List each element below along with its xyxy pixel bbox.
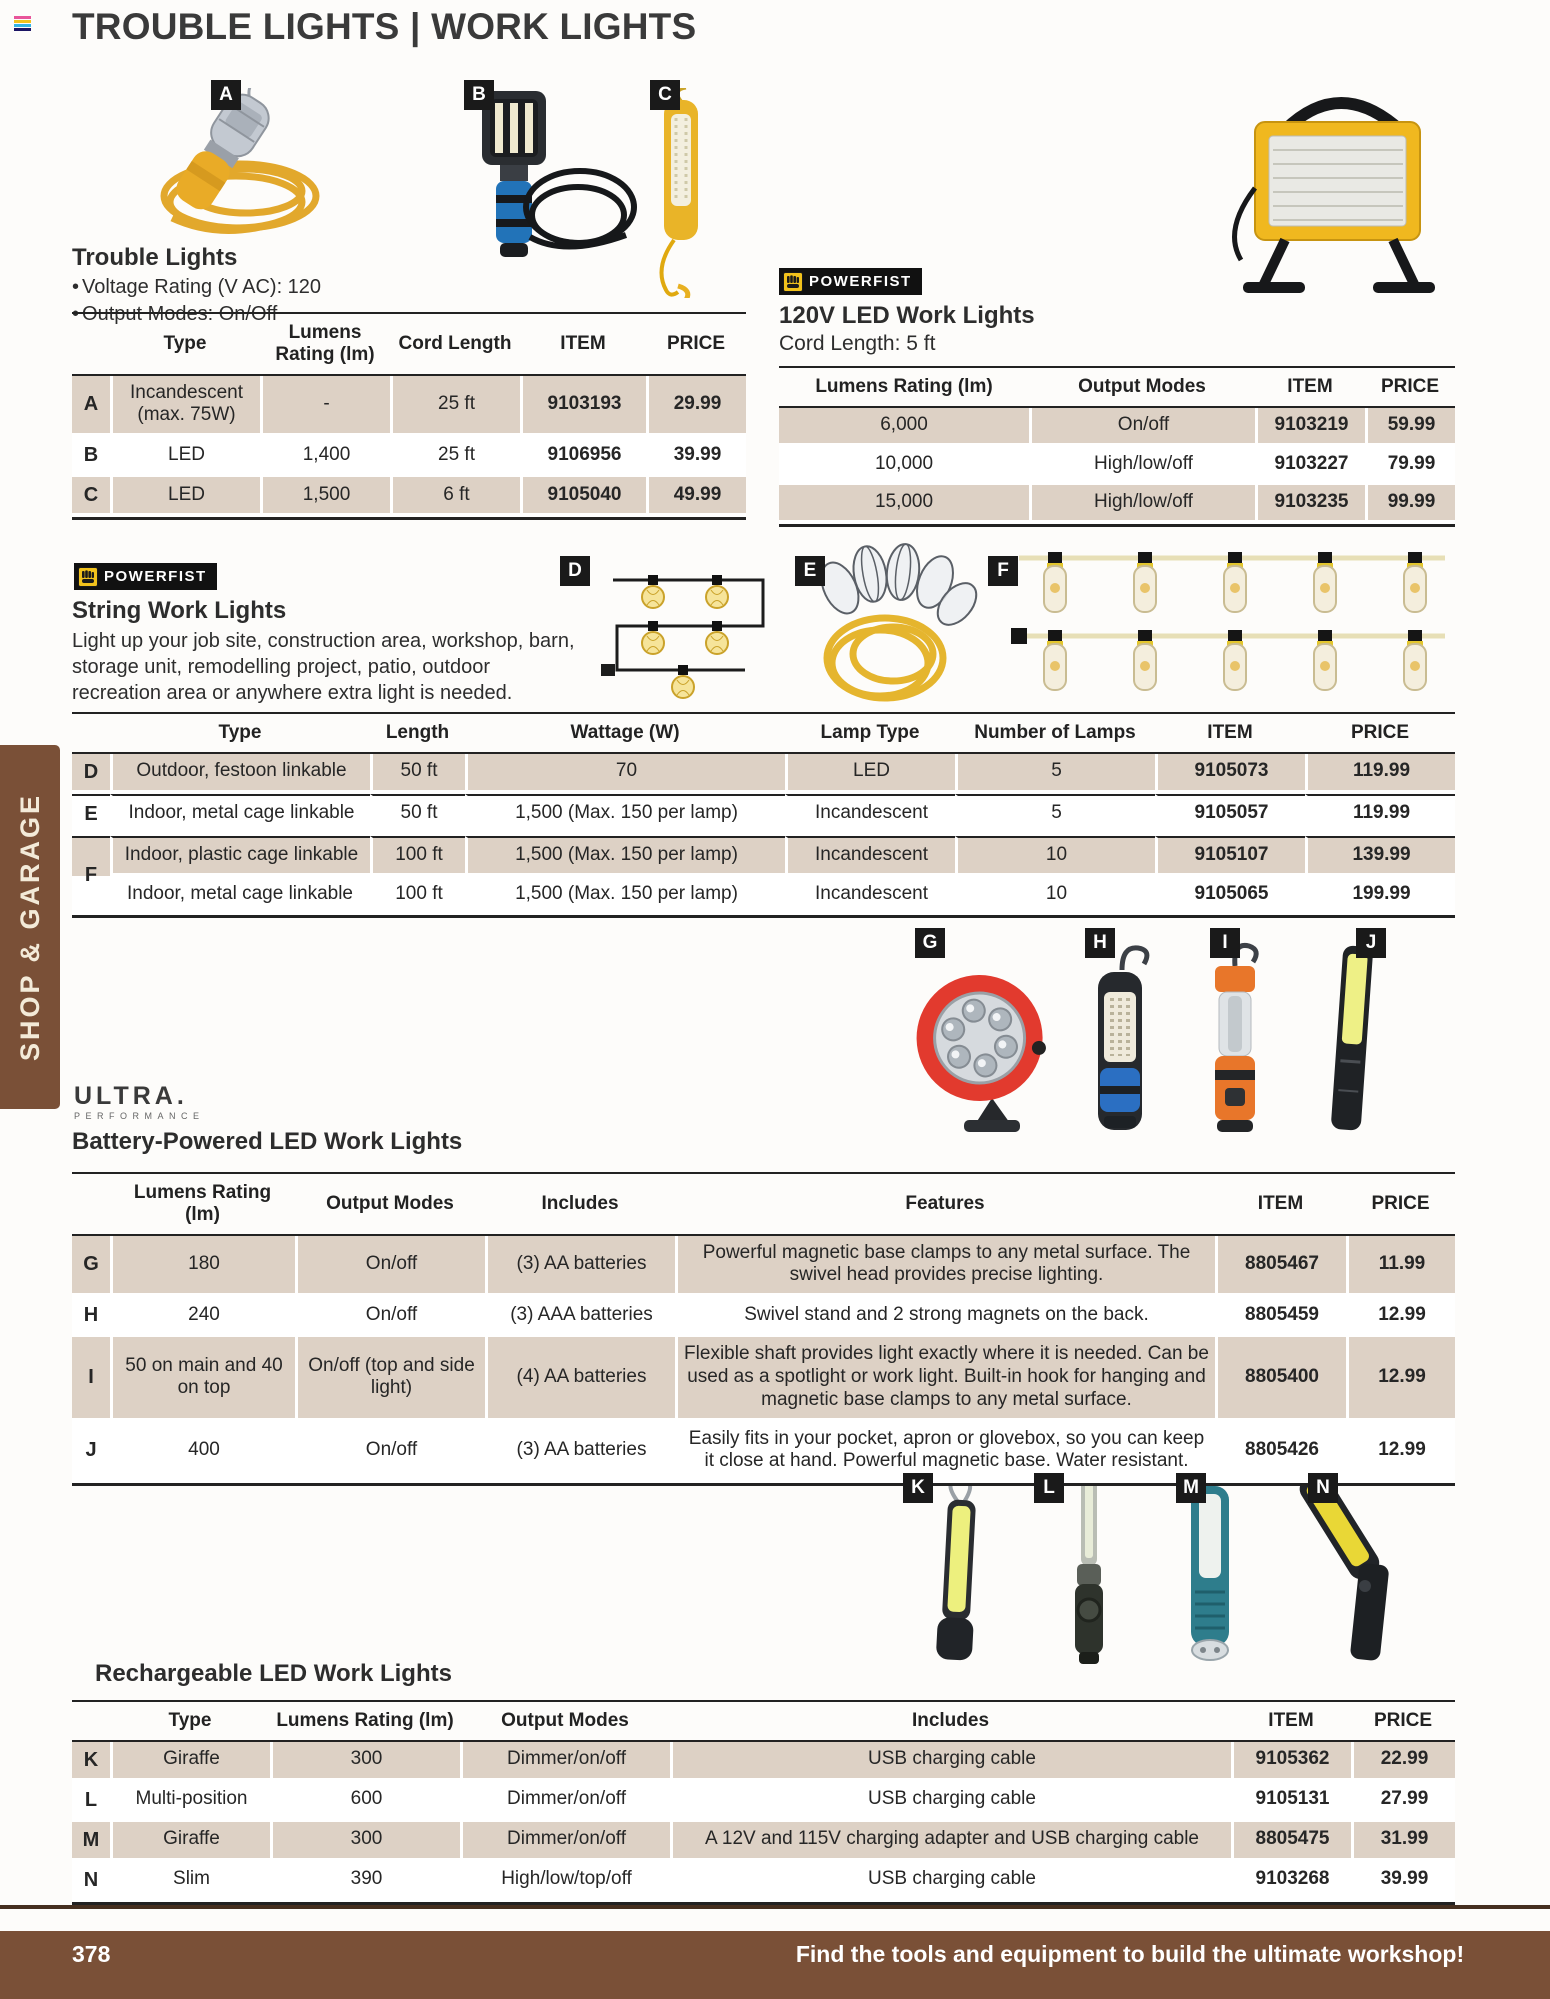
column-header: Features [675,1174,1215,1236]
table-cell: 11.99 [1346,1236,1455,1298]
table-cell: (4) AA batteries [485,1337,675,1421]
table-row [779,408,1455,447]
powerfist-fist-icon [783,272,803,292]
table-cell: High/low/off [1029,485,1255,524]
product-image-slim-teal-rechargeable-light [1155,1468,1265,1668]
ultra-performance-logo [74,1084,205,1121]
product-label-i: I [1210,928,1240,958]
table-cell: 10 [955,877,1155,916]
table-cell: Easily fits in your pocket, apron or glovebox, so you can keep it close at hand. Powerful magnetic base. Water resistant. [675,1422,1215,1484]
table-cell: 390 [270,1862,460,1902]
table-cell: LED [110,437,260,477]
table-cell: 25 ft [390,437,520,477]
table-row [72,1337,1455,1421]
table-cell: Swivel stand and 2 strong magnets on the back. [675,1297,1215,1337]
table-cell: 9105040 [520,477,646,517]
table-cell: - [260,376,390,438]
table-row [779,447,1455,486]
table-cell: 1,500 (Max. 150 per lamp) [465,794,785,836]
powerfist-logo [779,268,922,295]
table-cell: 25 ft [390,376,520,438]
table-cell: 50 ft [370,794,465,836]
row-letter-cell: E [72,794,110,836]
table-row [72,1742,1455,1782]
product-label-m: M [1176,1473,1206,1503]
table-row [72,794,1455,836]
rechargeable-lights-heading: Rechargeable LED Work Lights [95,1660,452,1687]
product-label-c: C [650,80,680,110]
table-cell: 119.99 [1305,754,1455,794]
table-cell: 9105107 [1155,836,1305,877]
row-letter-cell: D [72,754,110,794]
table-cell: 27.99 [1351,1782,1455,1822]
column-header: Number of Lamps [955,714,1155,754]
table-cell: High/low/top/off [460,1862,670,1902]
table-row [72,877,1455,916]
table-cell: 600 [270,1782,460,1822]
footer-slogan: Find the tools and equipment to build the ultimate workshop! [795,1941,1465,1967]
column-header [72,1702,110,1742]
table-cell: (3) AA batteries [485,1236,675,1298]
table-cell: 5 [955,754,1155,794]
table-cell: 9103235 [1255,485,1365,524]
column-header: Type [110,314,260,376]
product-image-round-magnetic-led-light [900,960,1065,1135]
table-cell: 22.99 [1351,1742,1455,1782]
string-lights-description: Light up your job site, construction area, workshop, barn, storage unit, remodelling project, patio, outdoor recreation area or anywhere extra light is needed. [72,630,575,704]
table-cell: 12.99 [1346,1422,1455,1484]
table-cell: 79.99 [1365,447,1455,486]
product-image-led-trouble-light [430,85,645,270]
column-header: Length [370,714,465,754]
table-row [72,1236,1455,1298]
product-label-k: K [903,1473,933,1503]
product-label-l: L [1034,1473,1064,1503]
column-header: PRICE [1351,1702,1455,1742]
string-lights-table [72,712,1455,918]
table-cell: Indoor, plastic cage linkable [110,836,370,877]
table-cell: 180 [110,1236,295,1298]
column-header: Lumens Rating (lm) [260,314,390,376]
table-cell: Dimmer/on/off [460,1782,670,1822]
product-image-120v-led-flood-work-light [1215,70,1465,310]
table-cell: On/off [1029,408,1255,447]
row-letter-cell: H [72,1297,110,1337]
table-cell: 50 ft [370,754,465,794]
row-letter-cell: A [72,376,110,438]
column-header: ITEM [1155,714,1305,754]
table-cell: 400 [110,1422,295,1484]
table-row [72,1782,1455,1822]
product-label-f: F [988,556,1018,586]
table-cell: 8805426 [1215,1422,1346,1484]
powerfist-fist-icon [78,567,98,587]
spec-output-modes: • Output Modes: On/Off [72,301,321,328]
spec-voltage: • Voltage Rating (V AC): 120 [72,274,321,301]
table-cell: 9103268 [1231,1862,1351,1902]
product-image-pocket-cob-pen-light [1305,938,1400,1138]
column-header: PRICE [1305,714,1455,754]
table-cell: Slim [110,1862,270,1902]
column-header: Includes [670,1702,1231,1742]
trouble-lights-heading: Trouble Lights [72,244,238,271]
table-cell: 39.99 [646,437,746,477]
sidebar-tab-label: SHOP & GARAGE [14,792,45,1062]
footer-divider [0,1905,1550,1909]
product-image-giraffe-rechargeable-light [900,1478,1015,1663]
column-header: Type [110,714,370,754]
product-label-e: E [795,556,825,586]
table-cell: 9105362 [1231,1742,1351,1782]
table-cell: 9105073 [1155,754,1305,794]
column-header: Type [110,1702,270,1742]
table-cell: Multi-position [110,1782,270,1822]
product-image-handheld-led-light-blue [1070,940,1170,1140]
table-cell: Indoor, metal cage linkable [110,794,370,836]
product-image-festoon-string-lights [595,552,785,707]
table-cell: 8805459 [1215,1297,1346,1337]
table-cell: 6 ft [390,477,520,517]
table-cell: Incandescent [785,877,955,916]
powerfist-logo-2 [74,563,217,590]
column-header: ITEM [1215,1174,1346,1236]
table-cell: 10 [955,836,1155,877]
column-header: PRICE [646,314,746,376]
product-label-b: B [464,80,494,110]
table-cell: Indoor, metal cage linkable [110,877,370,916]
table-cell: 9103193 [520,376,646,438]
rechargeable-lights-table [72,1700,1455,1905]
table-cell: 1,400 [260,437,390,477]
table-cell: 119.99 [1305,794,1455,836]
column-header: Cord Length [390,314,520,376]
row-letter-cell: J [72,1422,110,1484]
led120-table-body [779,408,1455,524]
column-header: Output Modes [460,1702,670,1742]
table-cell: 9106956 [520,437,646,477]
product-label-j: J [1356,928,1386,958]
table-cell: 1,500 (Max. 150 per lamp) [465,877,785,916]
powerfist-logo-text: POWERFIST [809,273,912,290]
footer-page-number: 378 [72,1941,111,1967]
product-label-h: H [1085,928,1115,958]
table-cell: Dimmer/on/off [460,1822,670,1862]
table-cell: Incandescent [785,794,955,836]
table-cell: Incandescent [785,836,955,877]
table-row [72,477,746,517]
table-row [72,1822,1455,1862]
table-cell: 199.99 [1305,877,1455,916]
table-cell: 139.99 [1305,836,1455,877]
column-header: ITEM [1231,1702,1351,1742]
table-cell: Dimmer/on/off [460,1742,670,1782]
table-cell: (3) AAA batteries [485,1297,675,1337]
product-label-a: A [211,80,241,110]
battery-lights-table-header [72,1174,1455,1236]
table-cell: LED [785,754,955,794]
table-row [72,1297,1455,1337]
column-header: Includes [485,1174,675,1236]
table-cell: High/low/off [1029,447,1255,486]
table-row [72,437,746,477]
table-cell: 9105131 [1231,1782,1351,1822]
table-cell: 59.99 [1365,408,1455,447]
table-cell: 12.99 [1346,1297,1455,1337]
table-cell: 1,500 (Max. 150 per lamp) [465,836,785,877]
string-lights-table-header [72,714,1455,754]
row-letter-cell: I [72,1337,110,1421]
table-cell: Giraffe [110,1822,270,1862]
table-cell: USB charging cable [670,1742,1231,1782]
battery-lights-table [72,1172,1455,1486]
table-cell: LED [110,477,260,517]
led120-heading: 120V LED Work Lights [779,302,1035,329]
row-letter-cell: G [72,1236,110,1298]
table-cell: 8805475 [1231,1822,1351,1862]
table-row [72,754,1455,794]
trouble-lights-table-header [72,314,746,376]
ultra-logo-subtext: PERFORMANCE [74,1111,205,1121]
table-cell: On/off (top and side light) [295,1337,485,1421]
table-row [72,836,1455,877]
column-header: Lumens Rating (lm) [110,1174,295,1236]
table-cell: Powerful magnetic base clamps to any metal surface. The swivel head provides precise lighting. [675,1236,1215,1298]
table-cell: USB charging cable [670,1862,1231,1902]
led120-table-header [779,368,1455,408]
column-header: ITEM [1255,368,1365,408]
column-header: Output Modes [1029,368,1255,408]
table-cell: 70 [465,754,785,794]
table-cell: 8805400 [1215,1337,1346,1421]
page-title: TROUBLE LIGHTS | WORK LIGHTS [72,6,697,47]
string-lights-table-body [72,754,1455,916]
table-cell: On/off [295,1236,485,1298]
table-cell: (3) AA batteries [485,1422,675,1484]
column-header [72,314,110,376]
table-cell: 100 ft [370,877,465,916]
table-cell: Giraffe [110,1742,270,1782]
table-cell: 300 [270,1742,460,1782]
table-cell: 39.99 [1351,1862,1455,1902]
row-letter-cell: B [72,437,110,477]
product-image-flexible-shaft-light-orange [1185,938,1285,1138]
table-cell: On/off [295,1422,485,1484]
row-letter-cell: K [72,1742,110,1782]
table-row [72,1422,1455,1484]
trouble-lights-table [72,312,746,520]
print-registration-mark [14,16,31,32]
product-image-plastic-cage-string-lights [1005,542,1455,707]
table-cell: 9105057 [1155,794,1305,836]
battery-lights-heading: Battery-Powered LED Work Lights [72,1128,463,1155]
table-cell: 99.99 [1365,485,1455,524]
string-lights-heading: String Work Lights [72,597,287,624]
table-cell: 8805467 [1215,1236,1346,1298]
table-cell: A 12V and 115V charging adapter and USB charging cable [670,1822,1231,1862]
table-cell: Flexible shaft provides light exactly where it is needed. Can be used as a spotlight or work light. Built-in hook for hanging and magnetic base clamps to any metal surface. [675,1337,1215,1421]
ultra-logo-text: ULTRA. [74,1082,188,1110]
table-cell: Outdoor, festoon linkable [110,754,370,794]
table-cell: 300 [270,1822,460,1862]
table-cell: 1,500 [260,477,390,517]
column-header: Lamp Type [785,714,955,754]
trouble-lights-table-body [72,376,746,518]
led120-table [779,366,1455,527]
table-row [72,1862,1455,1902]
row-letter-cell: N [72,1862,110,1902]
table-row [779,485,1455,524]
powerfist-logo-text: POWERFIST [104,568,207,585]
row-letter-cell: M [72,1822,110,1862]
table-cell: 100 ft [370,836,465,877]
battery-lights-table-body [72,1236,1455,1484]
table-cell: 6,000 [779,408,1029,447]
table-cell: 29.99 [646,376,746,438]
table-cell: 12.99 [1346,1337,1455,1421]
column-header: PRICE [1346,1174,1455,1236]
column-header: ITEM [520,314,646,376]
sidebar-tab-shop-and-garage [0,745,60,1109]
table-cell: 49.99 [646,477,746,517]
row-letter-cell: F [72,836,110,916]
table-cell: 31.99 [1351,1822,1455,1862]
table-cell: 15,000 [779,485,1029,524]
product-label-d: D [560,556,590,586]
column-header [72,1174,110,1236]
rechargeable-lights-table-body [72,1742,1455,1902]
product-label-n: N [1308,1473,1338,1503]
table-cell: 240 [110,1297,295,1337]
product-label-g: G [915,928,945,958]
column-header [72,714,110,754]
table-cell: Incandescent (max. 75W) [110,376,260,438]
rechargeable-lights-table-header [72,1702,1455,1742]
column-header: Wattage (W) [465,714,785,754]
column-header: Lumens Rating (lm) [779,368,1029,408]
table-cell: 10,000 [779,447,1029,486]
table-cell: On/off [295,1297,485,1337]
led120-cord-length: Cord Length: 5 ft [779,332,936,355]
table-cell: USB charging cable [670,1782,1231,1822]
table-cell: 5 [955,794,1155,836]
table-row [72,376,746,438]
column-header: PRICE [1365,368,1455,408]
table-cell: 9103227 [1255,447,1365,486]
row-letter-cell: L [72,1782,110,1822]
row-letter-cell: C [72,477,110,517]
table-cell: 9103219 [1255,408,1365,447]
table-cell: 9105065 [1155,877,1305,916]
product-image-incandescent-trouble-light [140,88,355,238]
product-image-slim-led-trouble-light [630,88,735,298]
column-header: Lumens Rating (lm) [270,1702,460,1742]
table-cell: 50 on main and 40 on top [110,1337,295,1421]
column-header: Output Modes [295,1174,485,1236]
